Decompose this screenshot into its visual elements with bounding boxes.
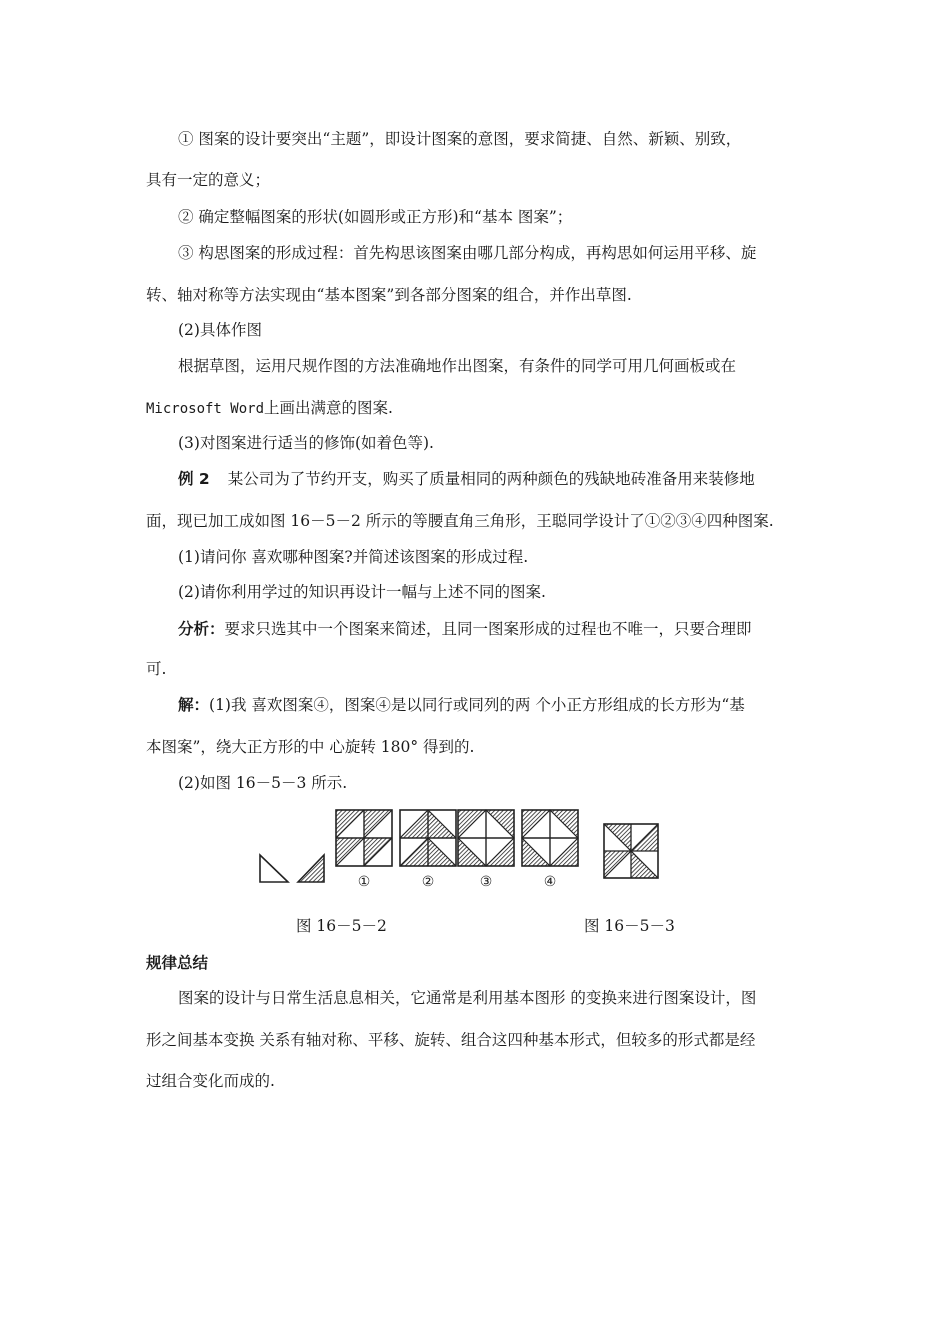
example-text: 某公司为了节约开支，购买了质量相同的两种颜色的残缺地砖准备用来装修地 — [227, 470, 755, 488]
analysis-line2: 可. — [146, 660, 167, 678]
summary-heading: 规律总结 — [146, 954, 209, 972]
step2-line: ② 确定整幅图案的形状(如圆形或正方形)和“基本 图案”； — [178, 208, 573, 226]
solution-part2: (2)如图 16－5－3 所示. — [178, 774, 348, 792]
example-label: 例 2 — [178, 470, 210, 488]
item2-heading: (2)具体作图 — [178, 321, 262, 339]
analysis-line1 — [178, 617, 752, 639]
example-line1 — [178, 467, 755, 489]
pattern-label-4: ④ — [543, 874, 557, 890]
item2-text-line2 — [146, 396, 393, 418]
pattern-label-2: ② — [421, 874, 435, 890]
pattern-new-design — [604, 824, 658, 878]
step3-line1: ③ 构思图案的形成过程：首先构思该图案由哪几部分构成，再构思如何运用平移、旋 — [178, 244, 757, 262]
analysis-label: 分析： — [178, 620, 225, 638]
caption-figure-16-5-3: 图 16－5－3 — [584, 917, 675, 935]
step1-line1: ① 图案的设计要突出“主题”，即设计图案的意图，要求简捷、自然、新颖、别致， — [178, 130, 742, 148]
summary-line3: 过组合变化而成的. — [146, 1072, 275, 1090]
solution-label: 解： — [178, 696, 210, 714]
summary-line2: 形之间基本变换 关系有轴对称、平移、旋转、组合这四种基本形式，但较多的形式都是经 — [146, 1031, 756, 1049]
caption-figure-16-5-2: 图 16－5－2 — [296, 917, 387, 935]
item2-text-rest: 上画出满意的图案. — [264, 399, 393, 417]
basic-triangle-white — [260, 855, 288, 882]
pattern-4 — [522, 810, 578, 866]
solution-text: (1)我 喜欢图案④，图案④是以同行或同列的两 个小正方形组成的长方形为“基 — [209, 696, 745, 714]
question-1: (1)请问你 喜欢哪种图案?并简述该图案的形成过程. — [178, 548, 529, 566]
step1-line2: 具有一定的意义； — [146, 171, 271, 189]
summary-line1: 图案的设计与日常生活息息相关，它通常是利用基本图形 的变换来进行图案设计，图 — [178, 989, 757, 1007]
item3-line: (3)对图案进行适当的修饰(如着色等). — [178, 434, 434, 452]
example-line2: 面，现已加工成如图 16－5－2 所示的等腰直角三角形，王聪同学设计了①②③④四种图案. — [146, 512, 774, 530]
question-2: (2)请你利用学过的知识再设计一幅与上述不同的图案. — [178, 583, 546, 601]
analysis-text: 要求只选其中一个图案来简述，且同一图案形成的过程也不唯一，只要合理即 — [224, 620, 752, 638]
word-app-name: Microsoft Word — [146, 401, 265, 417]
solution-line2: 本图案”，绕大正方形的中 心旋转 180° 得到的. — [146, 738, 475, 756]
pattern-label-3: ③ — [479, 874, 493, 890]
pattern-1 — [336, 810, 392, 866]
solution-line1 — [178, 693, 745, 715]
basic-triangle-hatched — [298, 855, 324, 882]
pattern-2 — [400, 810, 456, 866]
figure-patterns — [250, 800, 670, 900]
step3-line2: 转、轴对称等方法实现由“基本图案”到各部分图案的组合，并作出草图. — [146, 286, 632, 304]
pattern-label-1: ① — [357, 874, 371, 890]
pattern-3 — [458, 810, 514, 866]
item2-text-line1: 根据草图，运用尺规作图的方法准确地作出图案，有条件的同学可用几何画板或在 — [178, 357, 737, 375]
